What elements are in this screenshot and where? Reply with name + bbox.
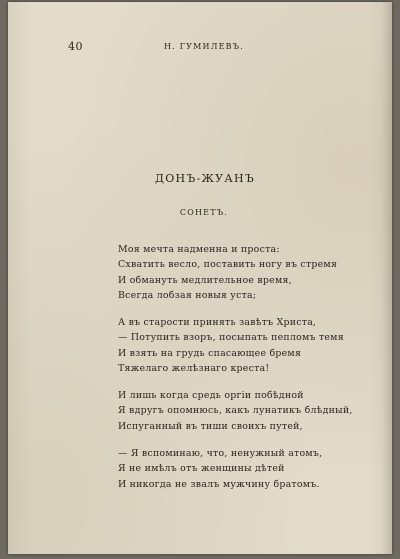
poem-line: — Я вспоминаю, что, ненужный атомъ, — [118, 448, 323, 459]
stanza-2 — [118, 315, 358, 376]
poem-subtitle: СОНЕТЪ. — [179, 208, 229, 217]
poem-title: ДОНЪ-ЖУАНЪ — [155, 172, 255, 185]
poem-line: — Потупить взоръ, посыпать пепломъ темя — [118, 332, 344, 344]
running-head: Н. ГУМИЛЕВЪ. — [163, 42, 244, 51]
poem-line: Схватить весло, поставить ногу въ стремя — [118, 259, 338, 271]
poem-line: И обмануть медлительное время, — [118, 274, 292, 286]
poem-line: Я вдругъ опомнюсь, какъ лунатикъ блѣдный, — [118, 405, 353, 417]
poem-line: А въ старости принять завѣтъ Христа, — [118, 317, 317, 328]
book-page — [8, 2, 392, 554]
page-number: 40 — [68, 40, 83, 53]
stanza-3 — [118, 388, 358, 434]
poem-line: Я не имѣлъ отъ женщины дѣтей — [118, 463, 285, 475]
poem-line: И взять на грудь спасающее бремя — [118, 347, 302, 359]
poem-line: И лишь когда средь оргіи побѣдной — [118, 390, 304, 401]
poem-line: Испуганный въ тиши своихъ путей, — [118, 420, 303, 432]
page-edge-shadow — [382, 2, 392, 554]
stanza-1 — [118, 242, 358, 303]
stanza-4 — [118, 446, 358, 492]
poem-line: И никогда не звалъ мужчину братомъ. — [118, 478, 320, 490]
poem-line: Моя мечта надменна и проста: — [118, 244, 280, 255]
poem-line: Тяжелаго желѣзнаго креста! — [118, 362, 270, 374]
poem-line: Всегда лобзая новыя уста; — [118, 289, 257, 301]
